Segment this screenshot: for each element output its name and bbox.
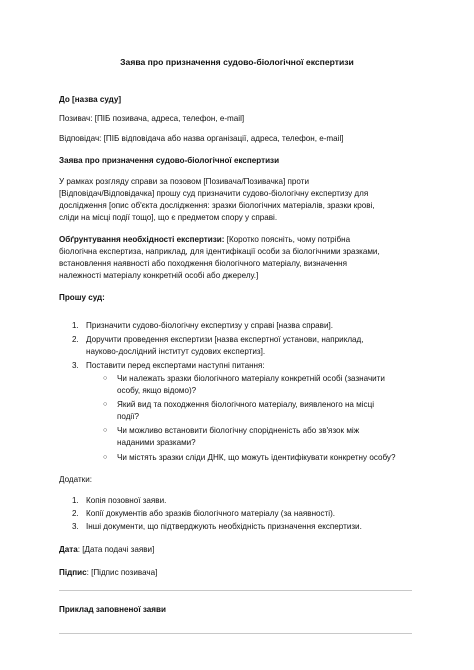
- attachment-item: Інші документи, що підтверджують необхідність призначення експертизи.: [86, 522, 362, 531]
- plaintiff-line: Позивач: [ПІБ позивача, адреса, телефон, e-mail]: [59, 114, 245, 123]
- bullet-icon: ○: [103, 401, 108, 408]
- question-item-continuation: особу, якщо відомо)?: [117, 386, 197, 395]
- date-value: : [Дата подачі заяви]: [77, 545, 155, 554]
- attachment-item: Копії документів або зразків біологічного матеріалу (за наявності).: [86, 509, 336, 518]
- bullet-icon: ○: [103, 427, 108, 434]
- list-number: 2.: [72, 509, 79, 518]
- justification-line: біологічна експертиза, наприклад, для ідентифікації особи за біологічними зразками,: [59, 247, 380, 256]
- justification-first-line: [59, 234, 350, 246]
- signature-line: [59, 567, 157, 579]
- date-label: Дата: [59, 545, 78, 554]
- question-item-continuation: події?: [117, 412, 139, 421]
- question-item: Який вид та походження біологічного матеріалу, виявленого на місці: [117, 400, 375, 409]
- date-line: [59, 544, 154, 556]
- bullet-icon: ○: [103, 375, 108, 382]
- signature-label: Підпис: [59, 568, 87, 577]
- court-line: До [назва суду]: [59, 95, 122, 104]
- list-item: Поставити перед експертами наступні питання:: [86, 361, 265, 370]
- list-item: Призначити судово-біологічну експертизу у справі [назва справи].: [86, 321, 333, 330]
- body-line: сліди на місці події тощо], що є предметом спору у справі.: [59, 213, 278, 222]
- divider: [59, 633, 412, 634]
- signature-value: : [Підпис позивача]: [86, 568, 158, 577]
- divider: [59, 590, 412, 591]
- question-item-continuation: наданими зразками?: [117, 438, 196, 447]
- list-number: 1.: [72, 321, 79, 330]
- body-line: [Відповідач/Відповідачка] прошу суд призначити судово-біологічну експертизу для: [59, 189, 369, 198]
- body-line: дослідження [опис об'єкта дослідження: зразки біологічних матеріалів, зразки крові,: [59, 201, 375, 210]
- request-heading: Прошу суд:: [59, 293, 105, 302]
- list-item-continuation: науково-дослідний інститут судових експертиз].: [86, 347, 266, 356]
- list-number: 2.: [72, 335, 79, 344]
- justification-line: встановлення наявності або походження біологічного матеріалу, визначення: [59, 259, 348, 268]
- defendant-line: Відповідач: [ПІБ відповідача або назва організації, адреса, телефон, e-mail]: [59, 134, 344, 143]
- list-item: Доручити проведення експертизи [назва експертної установи, наприклад,: [86, 335, 364, 344]
- example-heading: Приклад заповненої заяви: [59, 605, 166, 614]
- justification-text: [Коротко поясніть, чому потрібна: [224, 235, 351, 244]
- attachment-item: Копія позовної заяви.: [86, 496, 167, 505]
- justification-label: Обґрунтування необхідності експертизи:: [59, 235, 225, 244]
- question-item: Чи містять зразки сліди ДНК, що можуть ідентифікувати конкретну особу?: [117, 453, 396, 462]
- section-heading: Заява про призначення судово-біологічної експертизи: [59, 156, 280, 165]
- attachments-heading: Додатки:: [59, 475, 92, 484]
- body-line: У рамках розгляду справи за позовом [Позивача/Позивачка] проти: [59, 177, 309, 186]
- document-title: Заява про призначення судово-біологічної експертизи: [120, 57, 354, 67]
- list-number: 3.: [72, 361, 79, 370]
- list-number: 3.: [72, 522, 79, 531]
- question-item: Чи можливо встановити біологічну спорідненість або зв'язок між: [117, 426, 360, 435]
- question-item: Чи належать зразки біологічного матеріалу конкретній особі (зазначити: [117, 374, 385, 383]
- list-number: 1.: [72, 496, 79, 505]
- justification-line: належності матеріалу конкретній особі або джерелу.]: [59, 271, 259, 280]
- bullet-icon: ○: [103, 454, 108, 461]
